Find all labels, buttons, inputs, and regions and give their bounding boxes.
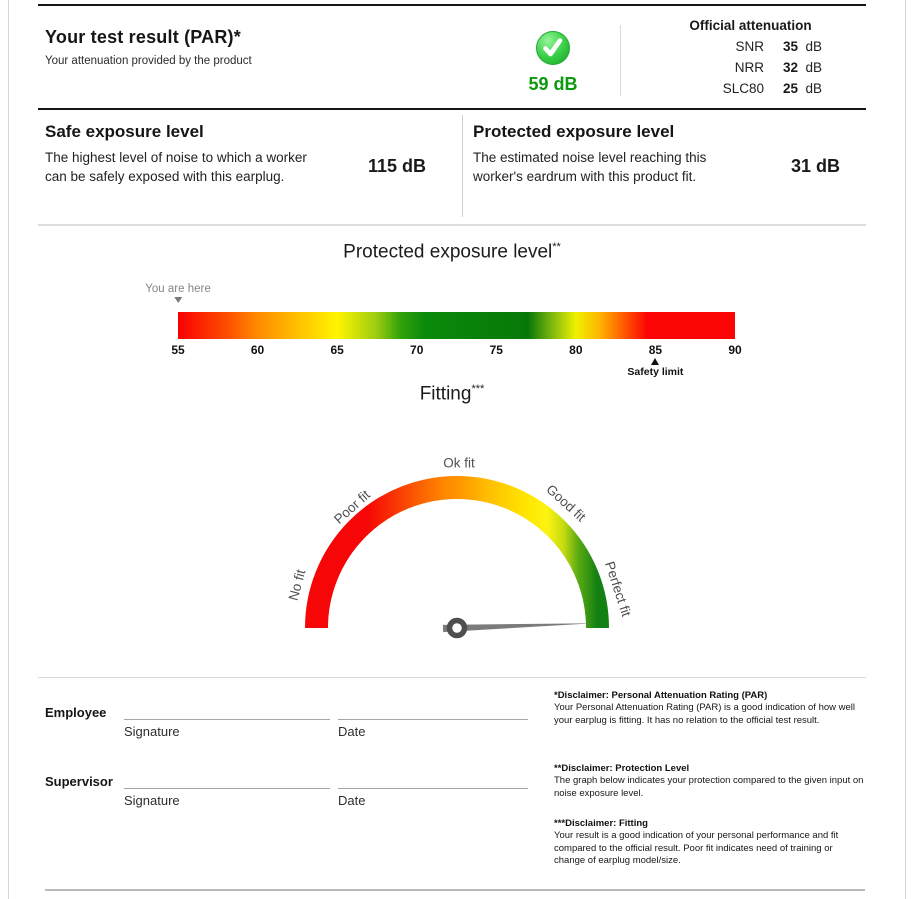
safety-limit-marker [627,358,683,378]
signature-caption: Signature [124,724,180,739]
signature-caption: Signature [124,793,180,808]
disclaimer-par [554,690,866,727]
fitting-gauge [137,433,777,648]
official-unit: dB [805,81,822,96]
page-right-border [905,0,906,899]
safety-limit-label: Safety limit [627,366,684,378]
signature-fields [124,694,528,739]
official-row [621,81,822,96]
safe-exposure-description: The highest level of noise to which a worker can be safely exposed with this earplug. [45,150,307,184]
disclaimer-title: ***Disclaimer: Fitting [554,818,648,830]
title-block [38,6,486,108]
protected-exposure-text [473,120,791,186]
axis-tick: 70 [410,343,424,357]
page-subtitle: Your attenuation provided by the product [45,55,252,67]
official-label: SNR [735,39,764,54]
safe-exposure-value: 115 dB [367,156,426,176]
axis-tick: 90 [728,343,742,357]
official-attenuation-title: Official attenuation [689,18,812,33]
page-left-border [8,0,9,899]
signature-role-label: Employee [45,705,107,720]
safe-exposure-title: Safe exposure level [45,122,204,141]
gauge-label-poor-fit: Poor fit [331,487,373,527]
employee-signature-row [45,694,544,739]
you-are-here-marker [145,283,210,303]
employee-signature-field [124,694,330,739]
signature-block [38,686,544,899]
gauge-label-perfect-fit: Perfect fit [602,559,634,619]
date-line [338,763,528,789]
disclaimer-protection-level [554,763,866,800]
supervisor-signature-field [124,763,330,808]
result-header [38,6,866,108]
chart-title-text: Protected exposure level [343,241,553,263]
employee-date-field [338,694,528,739]
signature-role-label: Supervisor [45,774,113,789]
axis-tick: 80 [569,343,583,357]
you-are-here-label: You are here [145,283,211,295]
disclaimer-block [554,686,866,899]
gauge-label-ok-fit: Ok fit [443,455,475,471]
triangle-up-icon [651,358,659,365]
safe-exposure-text [45,120,368,186]
axis-tick: 75 [489,343,503,357]
disclaimer-fitting [554,818,866,868]
disclaimer-title: **Disclaimer: Protection Level [554,763,690,775]
disclaimer-title: *Disclaimer: Personal Attenuation Rating (PAR) [554,690,768,701]
signature-fields [124,763,528,808]
footer-rule [38,677,866,678]
official-value: 32 [782,60,798,75]
triangle-down-icon [174,297,182,303]
axis-tick: 55 [171,343,185,357]
exposure-scale [145,283,742,378]
chart-title-text: Fitting [419,383,472,405]
footer [38,686,866,899]
supervisor-signature-row [45,763,544,808]
date-caption: Date [338,724,366,739]
official-row [621,39,822,54]
scale-axis [171,343,742,359]
disclaimer-body: Your result is a good indication of your personal performance and fit compared to the official result. Poor fit indicates need of training or change of earplug model/size. [554,830,839,867]
chart-title-superscript: *** [471,383,485,395]
axis-tick: 85 [648,343,663,357]
protected-exposure-panel [463,110,866,223]
official-row [621,60,822,75]
axis-tick: 65 [330,343,344,357]
page-title: Your test result (PAR)* [45,27,241,47]
protected-exposure-value: 31 dB [790,156,840,176]
signature-line [124,694,330,720]
green-check-circle-icon [535,30,571,71]
protected-exposure-description: The estimated noise level reaching this worker's eardrum with this product fit. [473,150,707,184]
axis-tick: 60 [250,343,265,357]
section-rule [38,224,866,226]
official-value: 35 [782,39,798,54]
protected-level-chart-title [38,228,866,263]
official-unit: dB [805,39,822,54]
official-unit: dB [805,60,822,75]
protected-level-chart [38,228,866,383]
official-value: 25 [782,81,798,96]
bottom-rule [45,889,865,891]
chart-title-superscript: ** [552,241,561,253]
official-label: NRR [734,60,764,75]
official-label: SLC80 [722,81,764,96]
par-value: 59 dB [528,74,578,94]
gauge-needle [443,616,594,636]
disclaimer-body: Your Personal Attenuation Rating (PAR) is a good indication of how well your earplug is fitting. It has no relation to the official test result. [554,702,856,726]
exposure-scale-bar [178,312,735,339]
signature-line [124,763,330,789]
fitting-chart [38,383,866,663]
date-line [338,694,528,720]
official-attenuation [621,6,866,108]
par-result [486,6,620,108]
safe-exposure-panel [38,110,462,223]
gauge-label-no-fit: No fit [285,567,309,603]
gauge-label-good-fit: Good fit [543,481,589,525]
exposure-panels [38,110,866,223]
protected-exposure-title: Protected exposure level [473,122,675,141]
fitting-chart-title [38,383,866,405]
disclaimer-body: The graph below indicates your protection compared to the given input on noise exposure level. [554,775,864,799]
date-caption: Date [338,793,366,808]
supervisor-date-field [338,763,528,808]
